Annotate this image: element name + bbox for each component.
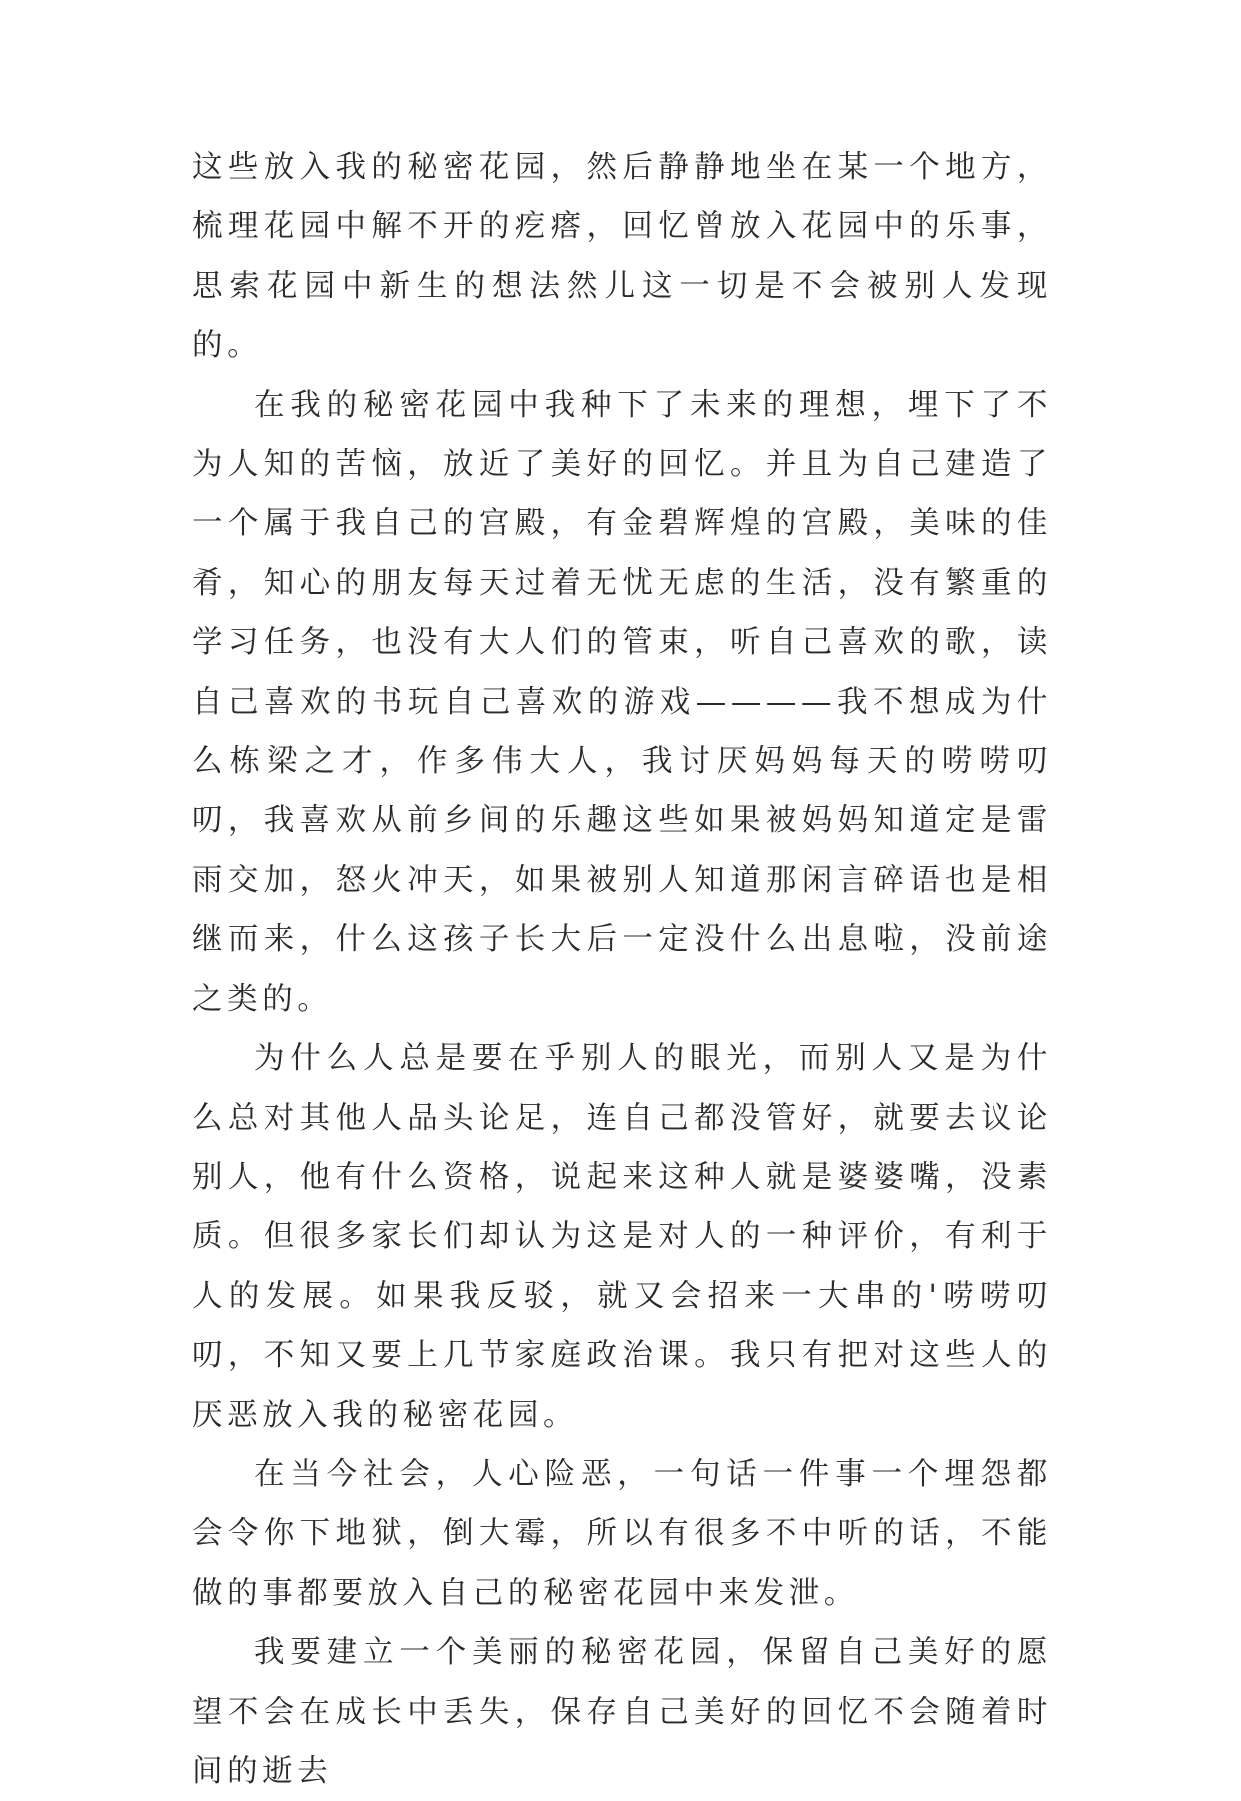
paragraph-5: 我要建立一个美丽的秘密花园，保留自己美好的愿望不会在成长中丢失，保存自己美好的回忆不会随着时间的逝去 <box>192 1635 1052 1789</box>
paragraph-1: 这些放入我的秘密花园，然后静静地坐在某一个地方，梳理花园中解不开的疙瘩，回忆曾放入花园中的乐事，思索花园中新生的想法然儿这一切是不会被别人发现的。 <box>192 150 1052 364</box>
paragraph-4: 在当今社会，人心险恶，一句话一件事一个埋怨都会令你下地狱，倒大霉，所以有很多不中听的话，不能做的事都要放入自己的秘密花园中来发泄。 <box>192 1456 1052 1611</box>
paragraph-2: 在我的秘密花园中我种下了未来的理想，埋下了不为人知的苦恼，放近了美好的回忆。并且为自己建造了一个属于我自己的宫殿，有金碧辉煌的宫殿，美味的佳肴，知心的朋友每天过着无忧无虑的生活，没有繁重的学习任务，也没有大人们的管束，听自己喜欢的歌，读自己喜欢的书玩自己喜欢的游戏————我不想成为什么栋梁之才，作多伟大人，我讨厌妈妈每天的唠唠叨叨，我喜欢从前乡间的乐趣这些如果被妈妈知道定是雷雨交加，怒火冲天，如果被别人知道那闲言碎语也是相继而来，什么这孩子长大后一定没什么出息啦，没前途之类的。 <box>192 387 1052 1017</box>
document-page <box>192 138 1052 1801</box>
paragraph-3: 为什么人总是要在乎别人的眼光，而别人又是为什么总对其他人品头论足，连自己都没管好，就要去议论别人，他有什么资格，说起来这种人就是婆婆嘴，没素质。但很多家长们却认为这是对人的一种评价，有利于人的发展。如果我反驳，就又会招来一大串的'唠唠叨叨，不知又要上几节家庭政治课。我只有把对这些人的厌恶放入我的秘密花园。 <box>192 1041 1052 1433</box>
